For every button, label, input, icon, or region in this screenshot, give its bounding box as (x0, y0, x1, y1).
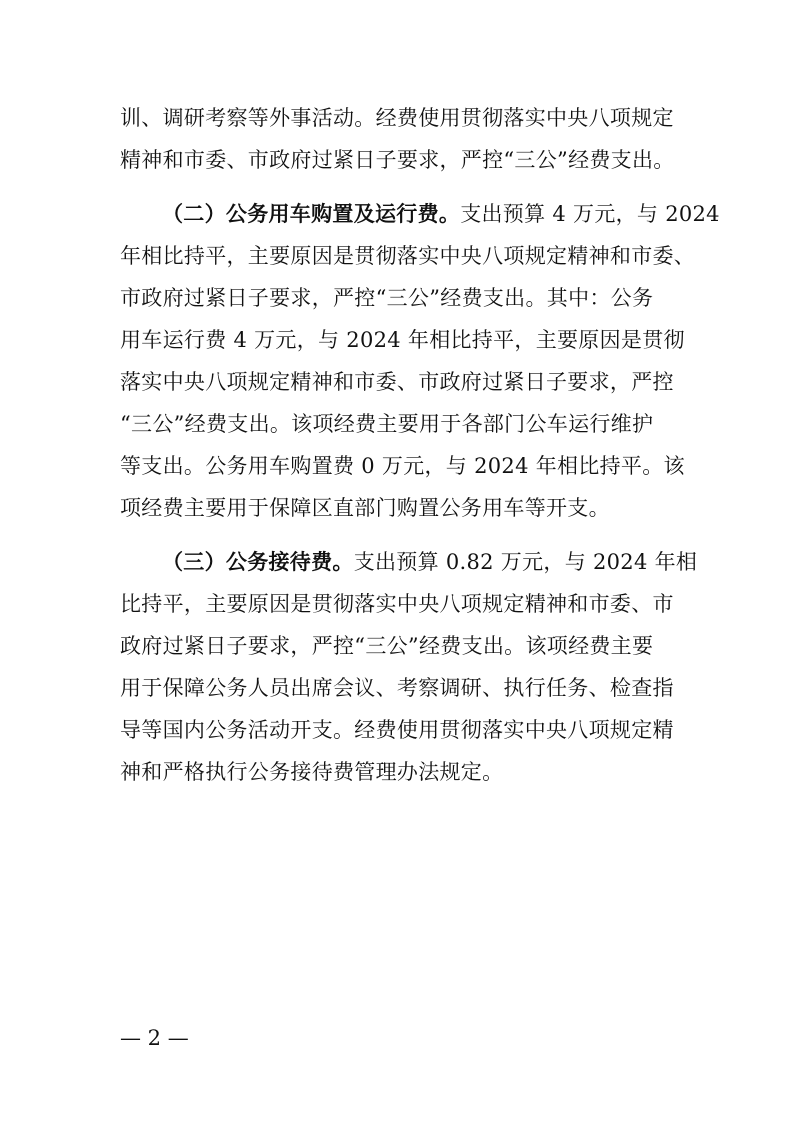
section-heading-reception-costs: （三）公务接待费。 (162, 550, 354, 574)
paragraph-1-line-1: 训、调研考察等外事活动。经费使用贯彻落实中央八项规定 (120, 106, 674, 130)
paragraph-2-line-7: 等支出。公务用车购置费 0 万元，与 2024 年相比持平。该 (120, 454, 685, 478)
paragraph-3-line-2: 比持平，主要原因是贯彻落实中央八项规定精神和市委、市 (120, 592, 674, 616)
paragraph-3-line-5: 导等国内公务活动开支。经费使用贯彻落实中央八项规定精 (120, 718, 674, 742)
paragraph-3-first-line-text: 支出预算 0.82 万元，与 2024 年相 (353, 550, 698, 574)
paragraph-2-line-8: 项经费主要用于保障区直部门购置公务用车等开支。 (120, 496, 610, 520)
paragraph-3-first-line (162, 542, 698, 582)
paragraph-2-line-2: 年相比持平，主要原因是贯彻落实中央八项规定精神和市委、 (120, 244, 696, 268)
paragraph-3-line-4: 用于保障公务人员出席会议、考察调研、执行任务、检查指 (120, 676, 674, 700)
paragraph-3-line-6: 神和严格执行公务接待费管理办法规定。 (120, 760, 504, 784)
paragraph-2-line-6: “三公”经费支出。该项经费主要用于各部门公车运行维护 (120, 412, 654, 436)
page-number: — 2 — (120, 1026, 189, 1050)
paragraph-3-line-3: 政府过紧日子要求，严控“三公”经费支出。该项经费主要 (120, 634, 654, 658)
paragraph-2-first-line-text: 支出预算 4 万元，与 2024 (460, 202, 720, 226)
section-heading-vehicle-costs: （二）公务用车购置及运行费。 (162, 202, 461, 226)
paragraph-1-line-2: 精神和市委、市政府过紧日子要求，严控“三公”经费支出。 (120, 148, 675, 172)
paragraph-2-line-5: 落实中央八项规定精神和市委、市政府过紧日子要求，严控 (120, 370, 674, 394)
paragraph-2-first-line (162, 194, 720, 234)
paragraph-2-line-3: 市政府过紧日子要求，严控“三公”经费支出。其中：公务 (120, 286, 654, 310)
paragraph-2-line-4: 用车运行费 4 万元，与 2024 年相比持平，主要原因是贯彻 (120, 328, 685, 352)
